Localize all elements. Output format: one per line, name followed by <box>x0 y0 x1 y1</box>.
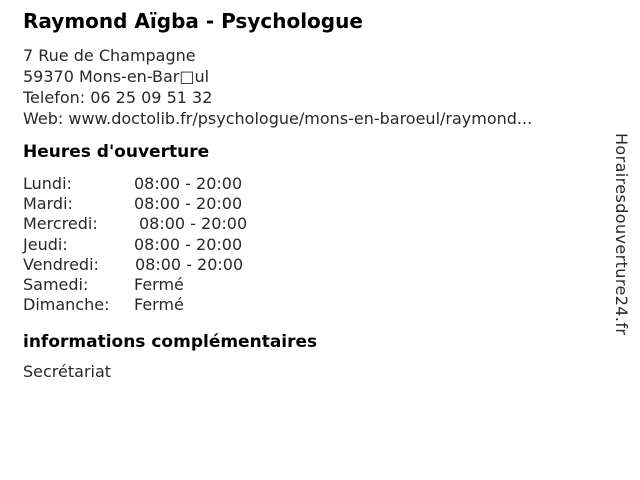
hours-time-value: 08:00 - 20:00 <box>134 194 243 214</box>
hours-row <box>23 235 247 255</box>
hours-day-label: Mercredi: <box>23 214 98 234</box>
hours-time-value: 08:00 - 20:00 <box>134 234 243 254</box>
hours-row <box>23 174 247 194</box>
hours-row <box>23 214 247 234</box>
address-city-line: 59370 Mons-en-Bar□ul <box>23 67 210 86</box>
additional-info-heading: informations complémentaires <box>23 332 318 352</box>
hours-day-label: Samedi: <box>23 275 89 295</box>
hours-day-label: Mardi: <box>23 194 73 214</box>
hours-row <box>23 194 247 214</box>
watermark-site-name: Horairesdouverture24.fr <box>612 133 631 336</box>
hours-row <box>23 255 247 275</box>
hours-time-value: Fermé <box>134 295 184 315</box>
hours-time-value: 08:00 - 20:00 <box>134 174 243 193</box>
address-street-line: 7 Rue de Champagne <box>23 46 196 65</box>
page-title: Raymond Aïgba - Psychologue <box>23 9 363 33</box>
hours-day-label: Dimanche: <box>23 295 110 315</box>
hours-table <box>23 174 247 315</box>
contact-block <box>23 45 532 129</box>
hours-time-value: 08:00 - 20:00 <box>135 254 244 274</box>
hours-day-label: Jeudi: <box>23 234 68 254</box>
hours-time-value: Fermé <box>134 275 184 295</box>
phone-line: Telefon: 06 25 09 51 32 <box>23 88 213 107</box>
hours-row <box>23 295 247 315</box>
website-line: Web: www.doctolib.fr/psychologue/mons-en-baroeul/raymond... <box>23 109 533 128</box>
hours-day-label: Lundi: <box>23 174 72 193</box>
hours-heading: Heures d'ouverture <box>23 142 210 162</box>
hours-time-value: 08:00 - 20:00 <box>139 214 248 234</box>
hours-row <box>23 275 247 295</box>
hours-day-label: Vendredi: <box>23 254 99 274</box>
additional-info-text: Secrétariat <box>23 362 112 381</box>
